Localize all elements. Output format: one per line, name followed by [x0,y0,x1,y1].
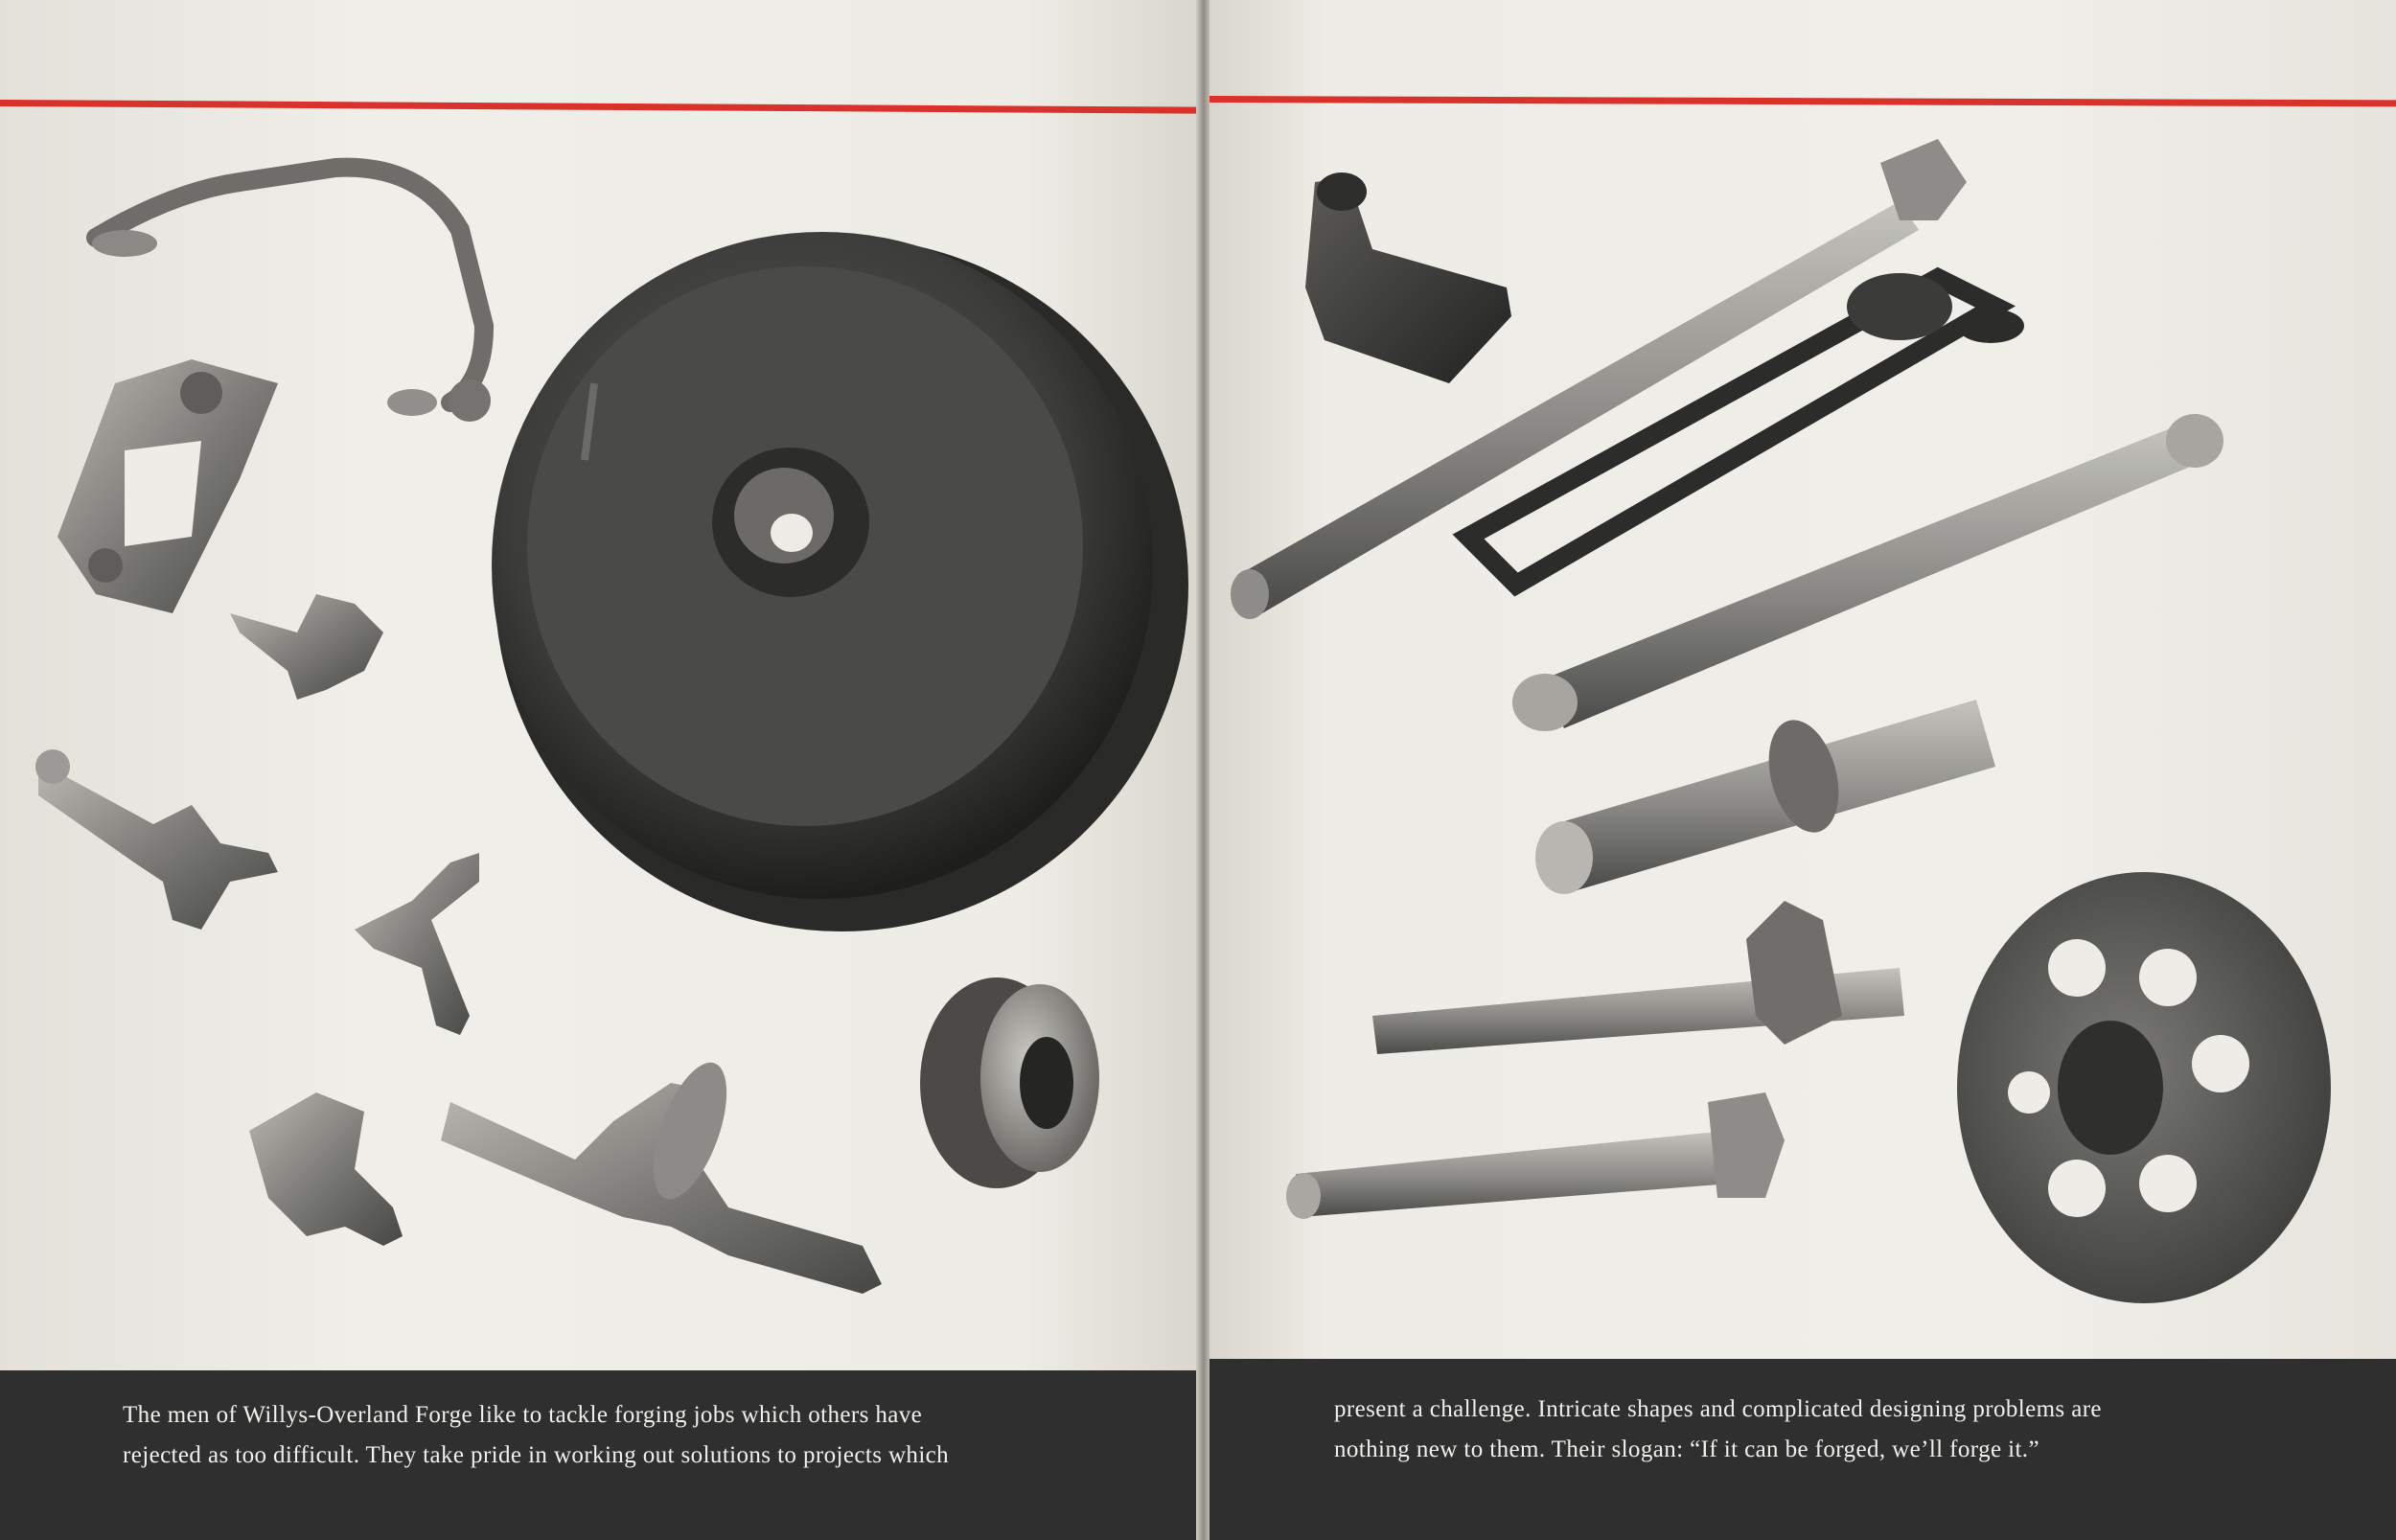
rocker-forging [355,853,479,1035]
right-forgings-photo [1210,0,2396,1359]
caption-right [1334,1390,2271,1470]
small-fitting-forging [230,594,383,700]
small-yoke-forging [1286,1092,1785,1219]
cup-ring-forging [920,977,1099,1188]
crank-forging [1372,901,1904,1054]
gear-fitting-forging [249,1092,403,1246]
caption-right-line-1: present a challenge. Intricate shapes and complicated designing problems are [1334,1396,2102,1422]
left-forgings-photo [0,0,1200,1370]
disc-wheel-forging [1957,872,2331,1303]
caption-left-line-2: rejected as too difficult. They take pride in working out solutions to projects which [123,1442,950,1468]
short-shaft-forging [1535,700,1995,894]
caption-right-line-2: nothing new to them. Their slogan: “If it can be forged, we’ll forge it.” [1334,1437,2039,1462]
lever-forging [35,749,278,930]
caption-left-line-1: The men of Willys-Overland Forge like to tackle forging jobs which others have [123,1402,923,1428]
bracket-forging [58,359,278,613]
scoop-forging [1305,172,1511,383]
caption-left [123,1395,1079,1476]
right-page [1210,0,2396,1540]
large-wheel-forging [492,232,1188,931]
spindle-forging [441,1053,882,1294]
